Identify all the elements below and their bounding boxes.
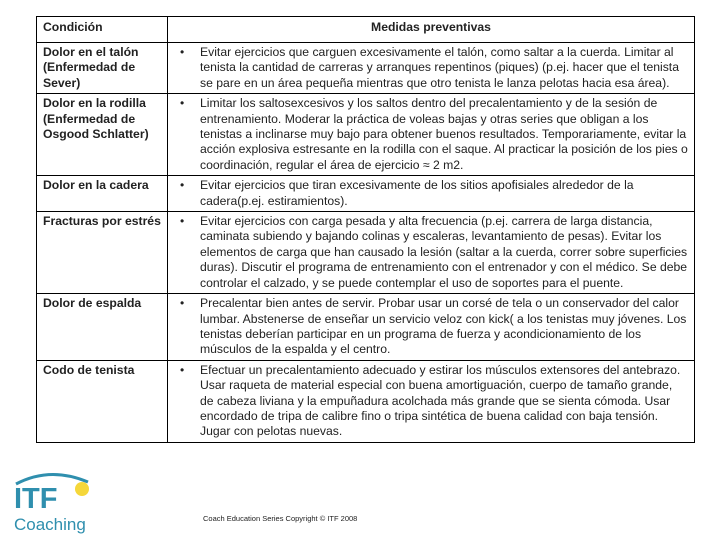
measure-cell: Evitar ejercicios que carguen excesivamente el talón, como saltar a la cuerda. Limitar al tenista la cantidad de carreras y arranques repentinos (piques) (p.ej. hacer que el tenista se pare en un área pequeña mientras que otro tenista le lanza pelotas hacia esa área).: [192, 43, 695, 94]
itf-coaching-logo: [10, 470, 100, 536]
logo-subtitle: Coaching: [14, 515, 86, 534]
table-row: [37, 94, 695, 176]
measure-cell: Limitar los saltosexcesivos y los saltos dentro del precalentamiento y de la sesión de entrenamiento. Moderar la práctica de voleas bajas y otras series que obligan a los tenistas a inclinarse muy bajo para obtener buenos resultados. Temporariamente, evitar la acción explosiva estresante en la rodilla con el saque. Al practicar la posición de los pies o coordinación, regular el área de ejercicio ≈ 2 m2.: [192, 94, 695, 176]
condition-cell: Dolor de espalda: [37, 294, 168, 361]
condition-cell: Dolor en la cadera: [37, 176, 168, 212]
table-row: [37, 212, 695, 294]
table-row: [37, 176, 695, 212]
prevention-table: [36, 16, 695, 443]
measure-cell: Precalentar bien antes de servir. Probar usar un corsé de tela o un conservador del calor lumbar. Abstenerse de enseñar un servicio veloz con kick( a los tenistas muy jóvenes. Los tenistas deberían participar en un programa de fuerza y acondicionamiento de los músculos de la espalda y el centro.: [192, 294, 695, 361]
table-row: [37, 294, 695, 361]
footer-copyright: Coach Education Series Copyright © ITF 2008: [203, 514, 358, 523]
bullet: •: [168, 360, 193, 442]
logo-brand: ITF: [14, 483, 58, 515]
table-row: [37, 43, 695, 94]
measure-cell: Efectuar un precalentamiento adecuado y estirar los músculos extensores del antebrazo. Usar raqueta de material especial con buena amortiguación, cuerpo de tamaño grande, de cabeza liviana y la empuñadura acolchada más grande que se sienta cómoda. Usar encordado de tripa de calibre fino o tripa sintética de buena calidad con baja tensión. Jugar con pelotas nuevas.: [192, 360, 695, 442]
measure-cell: Evitar ejercicios con carga pesada y alta frecuencia (p.ej. carrera de larga distancia, caminata subiendo y bajando colinas y escaleras, levantamiento de pesas). Evitar los elementos de carga que han causado la lesión (saltar a la cuerda, correr sobre superficies duras). Discutir el programa de entrenamiento con el entrenador y con el médico. Se debe controlar el calzado, y se puede contemplar el uso de soportes para el puente.: [192, 212, 695, 294]
condition-cell: Codo de tenista: [37, 360, 168, 442]
condition-cell: Dolor en el talón (Enfermedad de Sever): [37, 43, 168, 94]
condition-header: Condición: [37, 17, 168, 43]
measures-header: Medidas preventivas: [168, 17, 695, 43]
measure-cell: Evitar ejercicios que tiran excesivamente de los sitios apofisiales alrededor de la cadera(p.ej. estiramientos).: [192, 176, 695, 212]
bullet: •: [168, 212, 193, 294]
tennis-ball-icon: [75, 482, 89, 496]
bullet: •: [168, 176, 193, 212]
table-header-row: [37, 17, 695, 43]
condition-cell: Fracturas por estrés: [37, 212, 168, 294]
bullet: •: [168, 43, 193, 94]
bullet: •: [168, 294, 193, 361]
condition-cell: Dolor en la rodilla (Enfermedad de Osgood Schlatter): [37, 94, 168, 176]
bullet: •: [168, 94, 193, 176]
table-row: [37, 360, 695, 442]
